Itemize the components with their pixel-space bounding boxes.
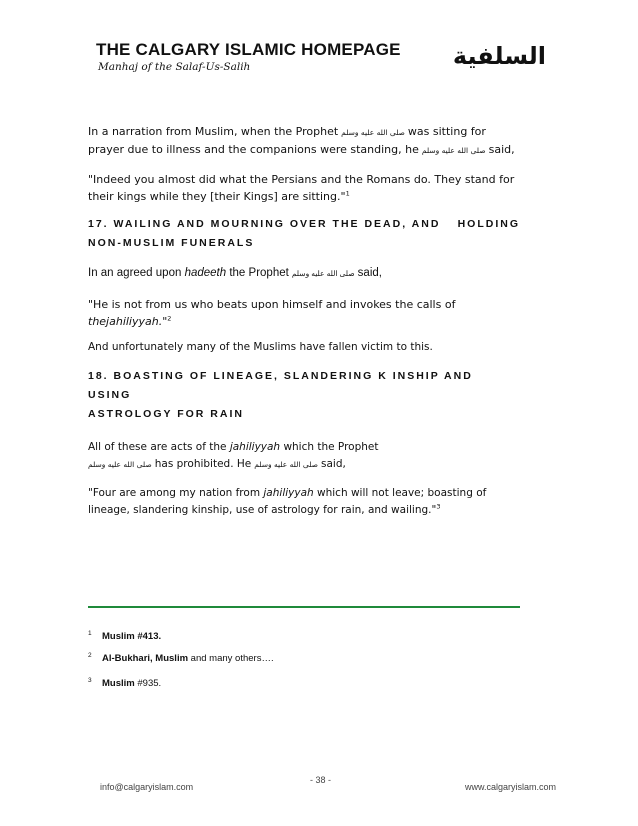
term: jahiliyyah <box>263 487 314 499</box>
salawat: صلى الله عليه وسلم <box>421 146 486 155</box>
salawat: صلى الله عليه وسلم <box>291 269 355 278</box>
term: hadeeth <box>184 267 227 279</box>
page-header <box>96 40 556 80</box>
footnote-number: 3 <box>88 677 92 684</box>
quote-text: which will not leave; boasting of lineage, slandering kinship, use of astrology for rain, and wailing." <box>88 487 487 516</box>
footnote-text: and many others…. <box>188 653 274 665</box>
footnote-text: #935. <box>134 678 162 690</box>
footnote-ref[interactable]: 3 <box>436 502 441 511</box>
page-number: - 38 - <box>310 775 332 785</box>
footnote-ref[interactable]: 1 <box>345 189 350 198</box>
paragraph-victim: And unfortunately many of the Muslims have fallen victim to this. <box>88 341 433 353</box>
text: which the Prophet <box>283 441 379 453</box>
site-title: THE CALGARY ISLAMIC HOMEPAGE <box>96 40 401 59</box>
footnote-number: 1 <box>88 630 92 637</box>
footnote-ref[interactable]: 2 <box>167 314 172 323</box>
arabic-logo: السلفية <box>452 42 546 70</box>
footnote-source: Al-Bukhari, Muslim <box>102 653 189 665</box>
text: said, <box>321 458 346 470</box>
footnote-3 <box>88 677 161 689</box>
section-heading-17 <box>88 215 520 253</box>
site-subtitle: Manhaj of the Salaf-Us-Salih <box>98 61 251 73</box>
heading-text: ASTROLOGY FOR RAIN <box>88 408 244 420</box>
footnote-source: Muslim #413. <box>102 631 162 643</box>
footnote-source: Muslim <box>102 678 135 690</box>
footer-email-link[interactable]: info@calgaryislam.com <box>100 782 194 792</box>
quote-text: "He is not from us who beats upon himself and invokes the calls of <box>88 298 456 311</box>
quote-hadith-1 <box>88 171 520 205</box>
quote-hadith-2 <box>88 296 520 330</box>
section-heading-18 <box>88 367 520 424</box>
paragraph-jahiliyyah <box>88 439 520 473</box>
quote-text: thejahiliyyah." <box>88 315 168 328</box>
footnote-divider <box>88 606 520 608</box>
quote-hadith-3 <box>88 485 520 519</box>
footer-website-link[interactable]: www.calgaryislam.com <box>464 782 556 792</box>
paragraph-agreed <box>88 265 520 282</box>
heading-text: NON-MUSLIM FUNERALS <box>88 237 255 249</box>
salawat: صلى الله عليه وسلم <box>341 128 405 137</box>
text: has prohibited. He <box>154 458 252 470</box>
text: said, <box>357 267 382 279</box>
footnote-number: 2 <box>88 652 92 659</box>
term: jahiliyyah <box>229 441 281 453</box>
quote-text: "Indeed you almost did what the Persians and the Romans do. They stand for their kings while they [their Kings] are sitting." <box>88 173 515 203</box>
text: All of these are acts of the <box>88 441 227 453</box>
heading-text: HOLDING <box>457 218 520 230</box>
text: said, <box>488 143 515 156</box>
footnote-2 <box>88 652 274 664</box>
text: was sitting for prayer due to illness and the companions were standing, he <box>88 125 486 156</box>
footnote-1 <box>88 630 161 642</box>
text: In an agreed upon <box>88 267 182 279</box>
text: the Prophet <box>229 267 289 279</box>
main-content <box>88 123 520 519</box>
heading-text: 17. WAILING AND MOURNING OVER THE DEAD, AND <box>88 218 441 230</box>
text: In a narration from Muslim, when the Prophet <box>88 125 339 138</box>
paragraph-narration <box>88 123 520 159</box>
quote-text: "Four are among my nation from <box>88 487 261 499</box>
salawat: صلى الله عليه وسلم <box>254 460 318 469</box>
heading-text: 18. BOASTING OF LINEAGE, SLANDERING K INSHIP AND USING <box>88 370 473 401</box>
salawat: صلى الله عليه وسلم <box>88 460 152 469</box>
